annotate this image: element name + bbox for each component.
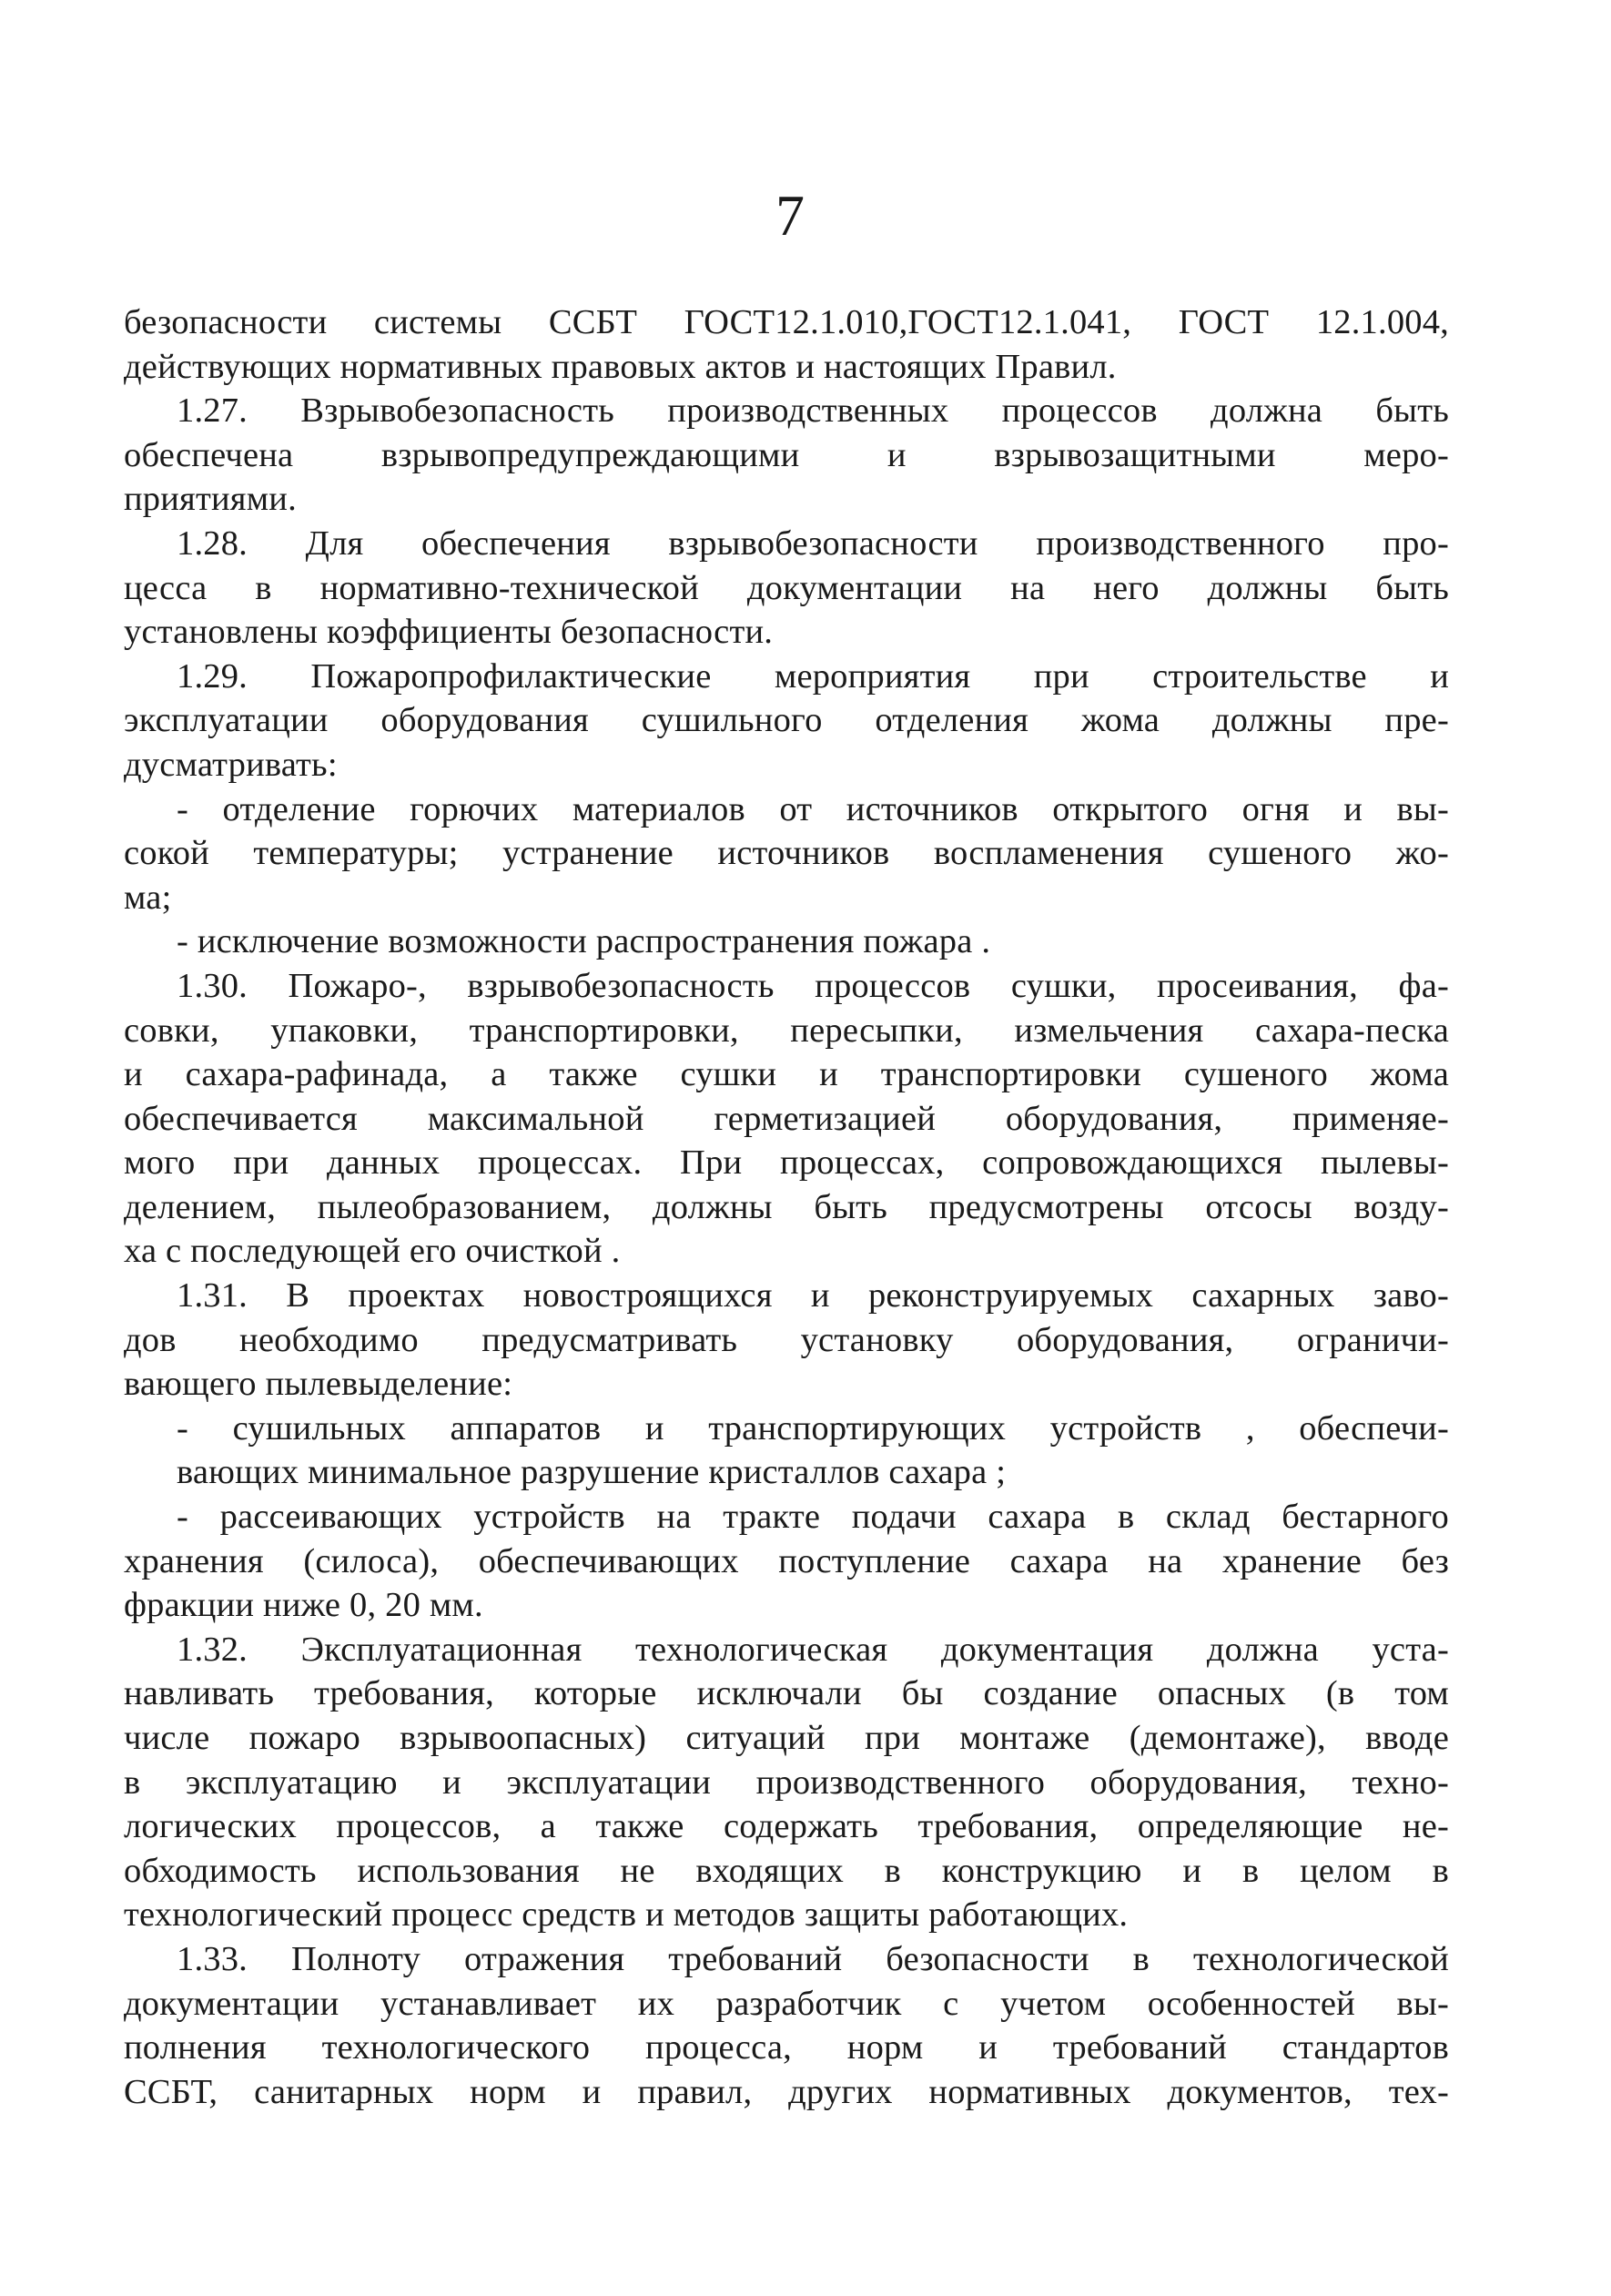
text-line: - сушильных аппаратов и транспортирующих устройств , обеспечи-: [177, 1408, 1449, 1448]
text-line: - исключение возможности распространения пожара .: [177, 922, 991, 961]
paragraph-continuation: [124, 300, 1449, 389]
text-line: числе пожаро взрывоопасных) ситуаций при монтаже (демонтаже), вводе: [124, 1719, 1449, 1757]
paragraph-1-31: [124, 1274, 1449, 1407]
text-line: делением, пылеобразованием, должны быть предусмотрены отсосы возду-: [124, 1187, 1449, 1226]
text-line: 1.27. Взрывобезопасность производственных процессов должна быть: [177, 391, 1449, 431]
text-line: 1.28. Для обеспечения взрывобезопасности производственного про-: [177, 523, 1449, 563]
text-line: дусматривать:: [124, 745, 338, 784]
text-line: дов необходимо предусматривать установку оборудования, ограничи-: [124, 1320, 1449, 1359]
list-item-dryers: [124, 1407, 1449, 1495]
text-line: обеспечивается максимальной герметизацией оборудования, применяе-: [124, 1099, 1449, 1138]
text-line: документации устанавливает их разработчик с учетом особенностей вы-: [124, 1984, 1449, 2023]
text-line: эксплуатации оборудования сушильного отделения жома должны пре-: [124, 701, 1449, 740]
text-line: установлены коэффициенты безопасности.: [124, 613, 774, 652]
text-line: фракции ниже 0, 20 мм.: [124, 1586, 483, 1625]
paragraph-1-30: [124, 964, 1449, 1274]
text-line: сокой температуры; устранение источников воспламенения сушеного жо-: [124, 834, 1449, 873]
text-line: и сахара-рафинада, а также сушки и транспортировки сушеного жома: [124, 1055, 1449, 1094]
text-line: совки, упаковки, транспортировки, пересыпки, измельчения сахара-песка: [124, 1011, 1449, 1050]
text-line: обеспечена взрывопредупреждающими и взрывозащитными меро-: [124, 435, 1449, 474]
list-item-fire-sources: [124, 787, 1449, 920]
page-number: 7: [775, 183, 805, 248]
text-line: полнения технологического процесса, норм и требований стандартов: [124, 2028, 1449, 2067]
paragraph-1-29: [124, 655, 1449, 787]
text-line: 1.29. Пожаропрофилактические мероприятия при строительстве и: [177, 656, 1449, 696]
text-line: - рассеивающих устройств на тракте подачи сахара в склад бестарного: [177, 1498, 1449, 1537]
text-line: в эксплуатацию и эксплуатации производственного оборудования, техно-: [124, 1763, 1449, 1802]
document-body: [124, 300, 1449, 2114]
text-line: хранения (силоса), обеспечивающих поступление сахара на хранение без: [124, 1541, 1449, 1580]
list-item-sifters: [124, 1495, 1449, 1628]
text-line: ха с последующей его очисткой .: [124, 1232, 621, 1271]
text-line: ССБТ, санитарных норм и правил, других нормативных документов, тех-: [124, 2072, 1449, 2111]
text-line: вающих минимальное разрушение кристаллов сахара ;: [177, 1453, 1007, 1492]
text-line: 1.31. В проектах новостроящихся и реконструируемых сахарных заво-: [177, 1276, 1449, 1316]
text-line: обходимость использования не входящих в конструкцию и в целом в: [124, 1851, 1449, 1890]
text-line: навливать требования, которые исключали бы создание опасных (в том: [124, 1674, 1449, 1713]
text-line: 1.33. Полноту отражения требований безопасности в технологической: [177, 1939, 1449, 1978]
paragraph-1-33: [124, 1937, 1449, 2114]
paragraph-1-28: [124, 522, 1449, 655]
text-line: действующих нормативных правовых актов и настоящих Правил.: [124, 347, 1117, 386]
text-line: мого при данных процессах. При процессах, сопровождающихся пылевы-: [124, 1143, 1449, 1183]
text-line: 1.32. Эксплуатационная технологическая документация должна уста-: [177, 1630, 1449, 1669]
paragraph-1-27: [124, 389, 1449, 522]
text-line: - отделение горючих материалов от источников открытого огня и вы-: [177, 789, 1449, 828]
text-line: цесса в нормативно-технической документации на него должны быть: [124, 568, 1449, 607]
text-line: технологический процесс средств и методов защиты работающих.: [124, 1895, 1129, 1935]
list-item-fire-spread: [124, 919, 1449, 964]
text-line: безопасности системы ССБТ ГОСТ12.1.010,ГОСТ12.1.041, ГОСТ 12.1.004,: [124, 303, 1449, 341]
text-line: приятиями.: [124, 480, 297, 519]
text-line: логических процессов, а также содержать требования, определяющие не-: [124, 1807, 1449, 1846]
text-line: вающего пылевыделение:: [124, 1365, 513, 1404]
text-line: 1.30. Пожаро-, взрывобезопасность процессов сушки, просеивания, фа-: [177, 966, 1449, 1005]
text-line: ма;: [124, 878, 172, 917]
paragraph-1-32: [124, 1628, 1449, 1937]
